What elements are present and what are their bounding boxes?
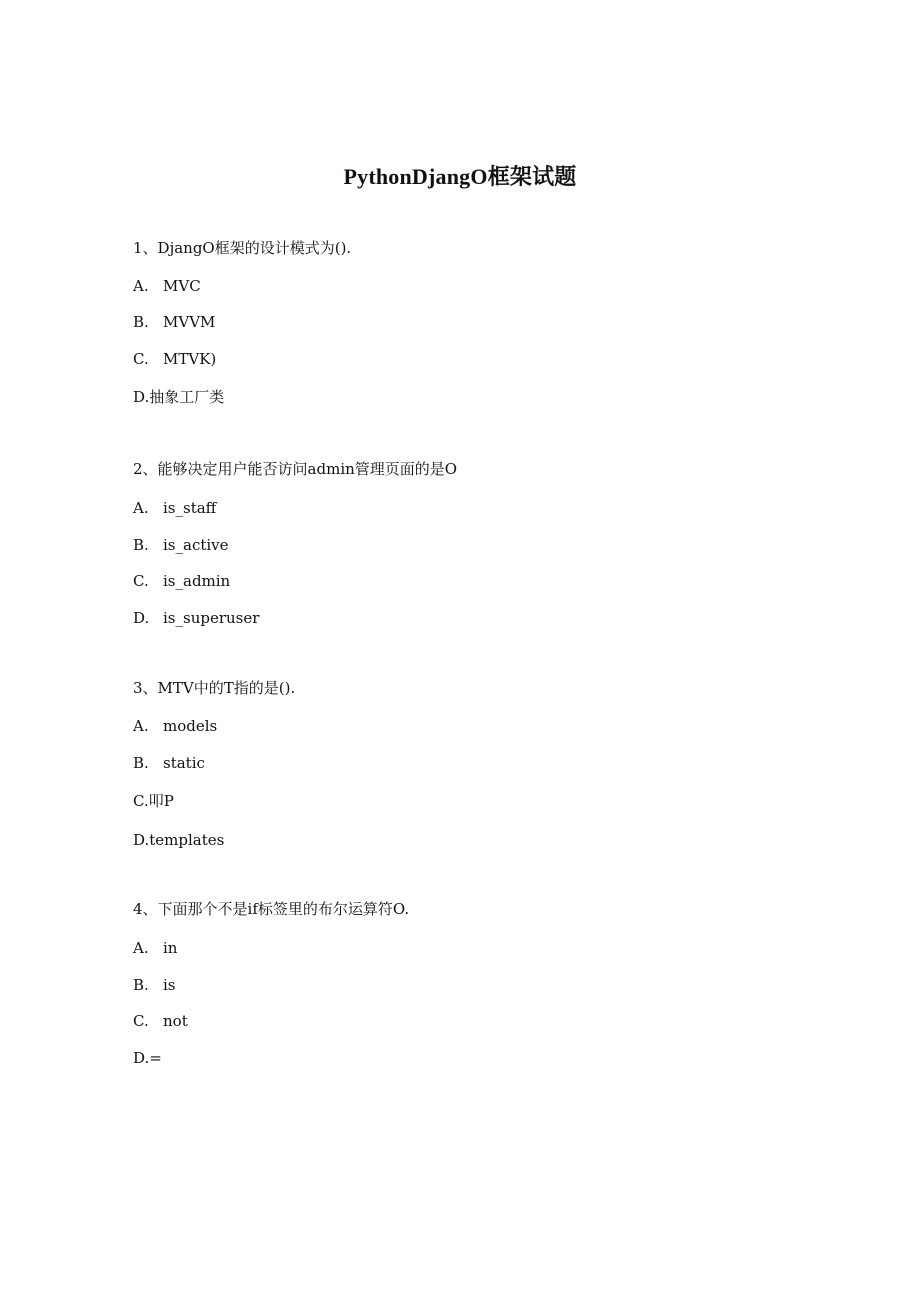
q3-option-a: [133, 716, 217, 736]
page-title: PythonDjangO框架试题: [343, 164, 577, 189]
question-2: 2、能够决定用户能否访问admin管理页面的是O: [133, 460, 458, 478]
option-letter: A.: [133, 717, 149, 735]
option-text: models: [163, 717, 218, 735]
option-letter: C.: [133, 350, 149, 368]
option-text: is_admin: [163, 572, 231, 590]
q2-option-b: [133, 535, 229, 555]
q1-option-c: [133, 349, 216, 369]
option-text: static: [163, 754, 205, 772]
q3-option-d: D.templates: [133, 831, 225, 849]
option-text: is: [163, 976, 176, 994]
option-text: MVC: [163, 277, 201, 295]
option-letter: C.: [133, 1012, 149, 1030]
q4-option-a: [133, 938, 177, 958]
question-4: 4、下面那个不是if标签里的布尔运算符O.: [133, 900, 410, 918]
q2-option-c: [133, 571, 230, 591]
q4-option-b: [133, 975, 176, 995]
q1-option-a: [133, 276, 201, 296]
q1-option-d: D.抽象工厂类: [133, 388, 225, 406]
option-text: MVVM: [163, 313, 216, 331]
option-letter: B.: [133, 976, 149, 994]
q2-option-d: [133, 608, 259, 628]
option-text: is_superuser: [163, 609, 260, 627]
q3-option-b: [133, 753, 205, 773]
question-1: 1、DjangO框架的设计模式为().: [133, 239, 352, 257]
q1-option-b: [133, 312, 215, 332]
question-3: 3、MTV中的T指的是().: [133, 679, 296, 697]
option-letter: A.: [133, 277, 149, 295]
option-text: is_active: [163, 536, 229, 554]
q3-option-c: C.叩P: [133, 792, 174, 810]
option-text: not: [163, 1012, 188, 1030]
option-letter: B.: [133, 313, 149, 331]
option-letter: A.: [133, 499, 149, 517]
q4-option-d: D.=: [133, 1049, 162, 1067]
option-letter: D.: [133, 609, 150, 627]
option-letter: B.: [133, 754, 149, 772]
option-letter: A.: [133, 939, 149, 957]
option-letter: B.: [133, 536, 149, 554]
option-text: MTVK): [163, 350, 217, 368]
q4-option-c: [133, 1011, 188, 1031]
option-letter: C.: [133, 572, 149, 590]
option-text: is_staff: [163, 499, 217, 517]
option-text: in: [163, 939, 178, 957]
q2-option-a: [133, 498, 216, 518]
